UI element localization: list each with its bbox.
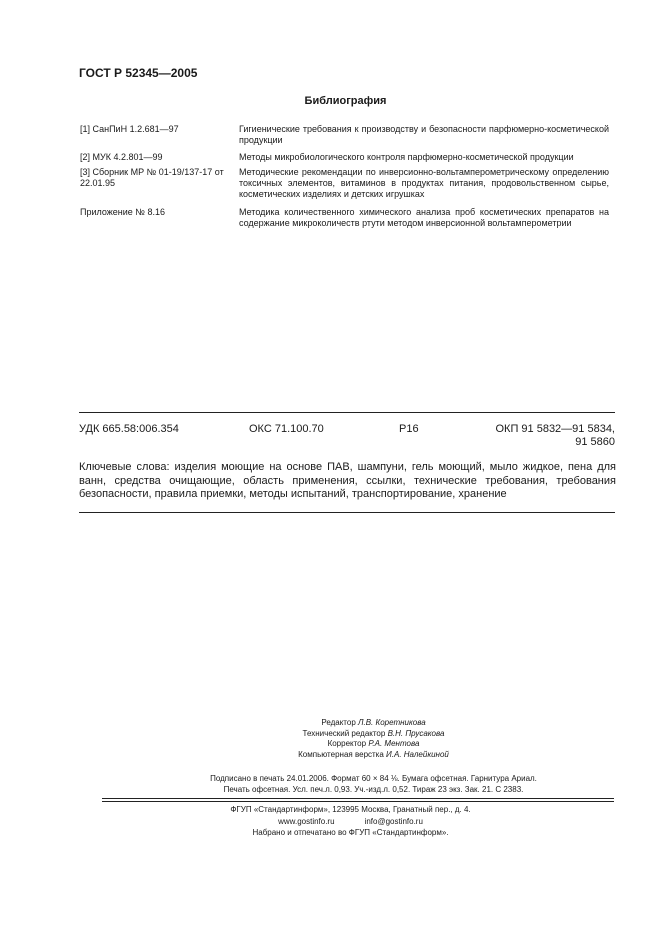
keywords-text: Ключевые слова: изделия моющие на основе ПАВ, шампуни, гель моющий, мыло жидкое, пена для ванн, средства очищающие, область применения, ссылки, технические требования, требования безопасности, правила приемки, методы испытаний, транспортирование, хранение: [79, 461, 616, 500]
tech-editor-name: В.Н. Прусакова: [387, 728, 445, 738]
entry-description: Методы микробиологического контроля парфюмерно-косметической продукции: [239, 152, 574, 162]
print-info: Подписано в печать 24.01.2006. Формат 60 × 84 ⅛. Бумага офсетная. Гарнитура Ариал. Печать офсетная. Усл. печ.л. 0,93. Уч.-изд.л. 0,52. Тираж 23 экз. Зак. 21. С 2383.: [210, 774, 537, 794]
udk-code: УДК 665.58:006.354: [79, 423, 179, 435]
layout-name: И.А. Налейкиной: [386, 749, 449, 759]
divider: [79, 512, 615, 513]
entry-description: Гигиенические требования к производству и безопасности парфюмерно-косметической продукции: [239, 124, 609, 145]
entry-description: Методика количественного химического анализа проб косметических препаратов на содержание микроколичеств ртути методом инверсионной вольтамперометрии: [239, 207, 609, 228]
double-divider: [102, 798, 614, 802]
entry-key: [3] Сборник МР № 01-19/137-17 от 22.01.95: [80, 167, 224, 188]
entry-key: [1] СанПиН 1.2.681—97: [80, 124, 179, 134]
divider: [79, 412, 615, 413]
publisher-info: ФГУП «Стандартинформ», 123995 Москва, Гранатный пер., д. 4. www.gostinfo.ru info@gostinfo.ru Набрано и отпечатано во ФГУП «Стандартинформ».: [230, 805, 471, 837]
entry-key: [2] МУК 4.2.801—99: [80, 152, 163, 162]
editor-name: Л.В. Коретникова: [358, 718, 426, 727]
bibliography-title: Библиография: [304, 95, 387, 107]
document-id: ГОСТ Р 52345—2005: [79, 66, 198, 80]
entry-description: Методические рекомендации по инверсионно-вольтамперометрическому определению токсичных элементов, витаминов в продуктах питания, продовольственном сырье, косметических изделиях и детских игрушках: [239, 167, 609, 199]
okp-code: ОКП 91 5832—91 5834, 91 5860: [495, 423, 615, 448]
group-code: Р16: [399, 423, 419, 435]
website-link[interactable]: www.gostinfo.ru: [278, 816, 335, 826]
oks-code: ОКС 71.100.70: [249, 423, 324, 435]
entry-key: Приложение № 8.16: [80, 207, 165, 217]
corrector-name: Р.А. Ментова: [368, 739, 420, 748]
credits-block: Редактор Л.В. Коретникова Технический редактор В.Н. Прусакова Корректор Р.А. Ментова Компьютерная верстка И.А. Налейкиной: [298, 718, 449, 759]
email-link[interactable]: info@gostinfo.ru: [364, 816, 423, 826]
